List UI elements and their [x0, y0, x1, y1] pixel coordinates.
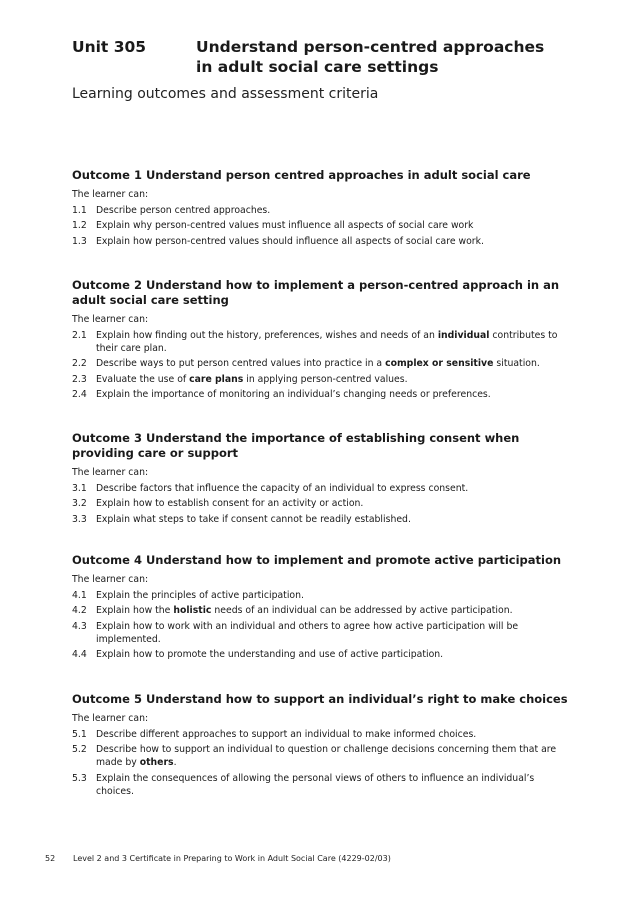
- criterion-text: [96, 388, 572, 401]
- criterion-item: [72, 219, 572, 232]
- criterion-item: [72, 648, 572, 661]
- criterion-number: 4.2: [72, 605, 87, 616]
- criterion-text: [96, 373, 572, 386]
- criterion-item: [72, 388, 572, 401]
- criterion-text-part: Evaluate the use of: [96, 373, 190, 385]
- outcome-title: Outcome 1 Understand person centred approaches in adult social care: [72, 168, 531, 182]
- criterion-text-part: contributes to their care plan.: [96, 329, 558, 354]
- criterion-item: [72, 620, 572, 646]
- criterion-number: 4.4: [72, 649, 87, 660]
- criterion-number: 5.3: [72, 772, 87, 784]
- criterion-item: [72, 329, 572, 355]
- criterion-text: [96, 329, 572, 355]
- criterion-number: 4.3: [72, 620, 87, 632]
- page-header: [72, 37, 592, 103]
- criterion-text: [96, 497, 572, 510]
- criterion-text-part: Explain how finding out the history, preferences, wishes and needs of an: [96, 329, 438, 341]
- criterion-item: [72, 235, 572, 248]
- criterion-text: [96, 589, 572, 602]
- criterion-text: [96, 728, 572, 741]
- criterion-item: [72, 604, 572, 617]
- criterion-item: [72, 743, 572, 769]
- criterion-text-part: in applying person-centred values.: [243, 373, 408, 385]
- criterion-text-part: Explain how to establish consent for an activity or action.: [96, 498, 364, 509]
- learner-intro: The learner can:: [72, 574, 149, 585]
- learner-intro: The learner can:: [72, 189, 149, 200]
- key-term: complex or sensitive: [385, 358, 494, 369]
- learner-intro: The learner can:: [72, 314, 149, 325]
- criterion-text-part: Explain the principles of active participation.: [96, 589, 304, 601]
- criterion-text: [96, 743, 572, 769]
- outcome-3: [72, 431, 572, 528]
- criterion-text-part: Explain the consequences of allowing the personal views of others to influence an individual’s choices.: [96, 772, 535, 797]
- unit-number: Unit 305: [72, 38, 147, 56]
- key-term: care plans: [189, 373, 244, 385]
- criterion-number: 2.1: [72, 329, 87, 341]
- criterion-number: 3.2: [72, 498, 87, 509]
- criterion-number: 1.2: [72, 220, 87, 231]
- criterion-item: [72, 373, 572, 386]
- criterion-item: [72, 497, 572, 510]
- criterion-text: [96, 604, 572, 617]
- criterion-text: [96, 513, 572, 526]
- outcome-title: Outcome 4 Understand how to implement and promote active participation: [72, 553, 562, 567]
- criterion-text: [96, 620, 572, 646]
- outcome-2: [72, 278, 572, 404]
- criterion-text: [96, 357, 572, 370]
- criterion-text-part: situation.: [493, 358, 540, 369]
- criterion-text: [96, 648, 572, 661]
- criterion-text-part: Explain how the: [96, 605, 174, 616]
- criterion-number: 3.3: [72, 513, 87, 525]
- criterion-text-part: Explain the importance of monitoring an individual’s changing needs or preferences.: [96, 389, 491, 400]
- learner-intro: The learner can:: [72, 467, 149, 478]
- criterion-item: [72, 357, 572, 370]
- criterion-text-part: Describe ways to put person centred values into practice in a: [96, 358, 386, 369]
- criterion-text: [96, 219, 572, 232]
- criterion-text: [96, 482, 572, 495]
- criterion-text: [96, 235, 572, 248]
- criterion-number: 1.1: [72, 204, 87, 216]
- criterion-text-part: Explain how to promote the understanding and use of active participation.: [96, 649, 444, 660]
- outcome-4: [72, 553, 572, 664]
- criterion-text-part: needs of an individual can be addressed by active participation.: [211, 605, 513, 616]
- unit-title: Understand person-centred approaches in adult social care settings: [196, 38, 545, 76]
- key-term: holistic: [173, 605, 212, 616]
- key-term: others: [139, 757, 174, 768]
- criterion-text-part: Describe how to support an individual to question or challenge decisions concerning them that are made by: [96, 744, 557, 768]
- criterion-text: [96, 772, 572, 798]
- criterion-item: [72, 482, 572, 495]
- criterion-text-part: Describe person centred approaches.: [96, 204, 271, 216]
- criterion-number: 5.2: [72, 744, 87, 755]
- outcome-title: Outcome 3 Understand the importance of establishing consent when providing care or support: [72, 431, 520, 460]
- criterion-item: [72, 589, 572, 602]
- outcome-title: Outcome 2 Understand how to implement a person-centred approach in an adult social care setting: [72, 278, 560, 307]
- outcome-title: Outcome 5 Understand how to support an individual’s right to make choices: [72, 692, 568, 706]
- criterion-item: [72, 772, 572, 798]
- page-number: 52: [45, 854, 56, 863]
- page-subtitle: Learning outcomes and assessment criteria: [72, 86, 379, 102]
- page-footer: [45, 853, 391, 864]
- criterion-text-part: Describe factors that influence the capacity of an individual to express consent.: [96, 482, 469, 494]
- criterion-number: 4.1: [72, 589, 87, 601]
- learner-intro: The learner can:: [72, 713, 149, 724]
- footer-text: Level 2 and 3 Certificate in Preparing to Work in Adult Social Care (4229-02/03): [73, 854, 391, 863]
- criterion-text-part: Explain how person-centred values should influence all aspects of social care work.: [96, 235, 484, 247]
- criterion-text-part: Describe different approaches to support an individual to make informed choices.: [96, 728, 477, 740]
- criterion-item: [72, 728, 572, 741]
- criterion-number: 2.3: [72, 373, 87, 385]
- criterion-item: [72, 204, 572, 217]
- criterion-number: 3.1: [72, 482, 87, 494]
- criterion-text: [96, 204, 572, 217]
- key-term: individual: [437, 329, 490, 341]
- criterion-text-part: Explain why person-centred values must influence all aspects of social care work: [96, 220, 474, 231]
- criterion-text-part: Explain what steps to take if consent cannot be readily established.: [96, 513, 411, 525]
- criterion-text-part: .: [173, 757, 177, 768]
- criterion-number: 2.2: [72, 358, 87, 369]
- criterion-item: [72, 513, 572, 526]
- criterion-number: 1.3: [72, 235, 87, 247]
- criterion-number: 2.4: [72, 389, 87, 400]
- criterion-number: 5.1: [72, 728, 87, 740]
- outcome-5: [72, 692, 572, 800]
- criterion-text-part: Explain how to work with an individual and others to agree how active participation will be implemented.: [96, 620, 519, 645]
- outcome-1: [72, 168, 572, 250]
